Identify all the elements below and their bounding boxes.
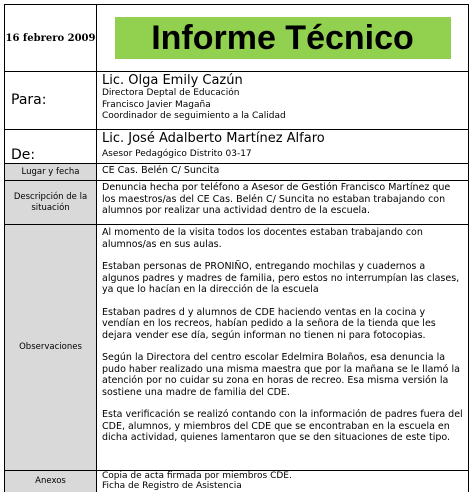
observaciones-paragraph: Estaban personas de PRONIÑO, entregando mochilas y cuadernos a algunos padres y madres de familia, pero estos no interrumpían las clases, ya que lo hacían en la dirección de la escuela — [102, 261, 460, 295]
anexos-line: Copia de acta firmada por miembros CDE. — [102, 471, 292, 481]
observaciones-paragraph: Esta verificación se realizó contando con la información de padres fuera del CDE, alumnos, y miembros del CDE que se encontraban en la escuela en dicha actividad, quienes lamentaron que se den situaciones de este tipo. — [102, 409, 463, 443]
para-line: Directora Deptal de Educación — [102, 88, 240, 98]
para-row — [5, 72, 468, 130]
anexos-line: Ficha de Registro de Asistencia — [102, 481, 242, 491]
report-document — [4, 4, 469, 492]
para-label: Para: — [5, 72, 97, 129]
observaciones-value — [97, 225, 468, 470]
anexos-label: Anexos — [5, 471, 97, 492]
observaciones-row — [5, 225, 468, 471]
anexos-row — [5, 471, 468, 492]
para-line: Coordinador de seguimiento a la Calidad — [102, 111, 286, 121]
para-name: Lic. Olga Emily Cazún — [102, 73, 243, 88]
header-row — [5, 5, 468, 72]
observaciones-paragraph: Estaban padres d y alumnos de CDE haciendo ventas en la cocina y vendían en los recreos, habían pedido a la señora de la tienda que les dejara vender ese día, según informan no tienen ni para fotocopias. — [102, 306, 436, 341]
report-date: 16 febrero 2009 — [5, 5, 97, 71]
anexos-value — [97, 471, 468, 492]
observaciones-label: Observaciones — [5, 225, 97, 470]
descripcion-row — [5, 181, 468, 225]
de-line: Asesor Pedagógico Distrito 03-17 — [102, 149, 252, 159]
descripcion-label: Descripción de la situación — [5, 181, 97, 224]
para-value — [97, 72, 468, 129]
para-line: Francisco Javier Magaña — [102, 99, 211, 110]
lugar-value: CE Cas. Belén C/ Suncita — [97, 164, 468, 180]
report-title: Informe Técnico — [115, 17, 451, 59]
de-name: Lic. José Adalberto Martínez Alfaro — [102, 131, 325, 146]
lugar-row — [5, 164, 468, 181]
de-label: De: — [5, 130, 97, 163]
observaciones-paragraph: Según la Directora del centro escolar Edelmira Bolaños, esa denuncia la pudo haber realizado una misma maestra que por la mañana se le llamó la atención por no cuidar su zona en horas de recreo. Esa misma versión la sostiene una madre de familia del CDE. — [102, 352, 460, 398]
de-value — [97, 130, 468, 163]
descripcion-value: Denuncia hecha por teléfono a Asesor de Gestión Francisco Martínez que los maestros/as del CE Cas. Belén C/ Suncita no estaban trabajando con alumnos por realizar una actividad dentro de la escuela. — [97, 181, 468, 224]
observaciones-paragraph: Al momento de la visita todos los docentes estaban trabajando con alumnos/as en sus aulas. — [102, 227, 423, 250]
title-cell — [97, 5, 468, 71]
de-row — [5, 130, 468, 164]
lugar-label: Lugar y fecha — [5, 164, 97, 180]
